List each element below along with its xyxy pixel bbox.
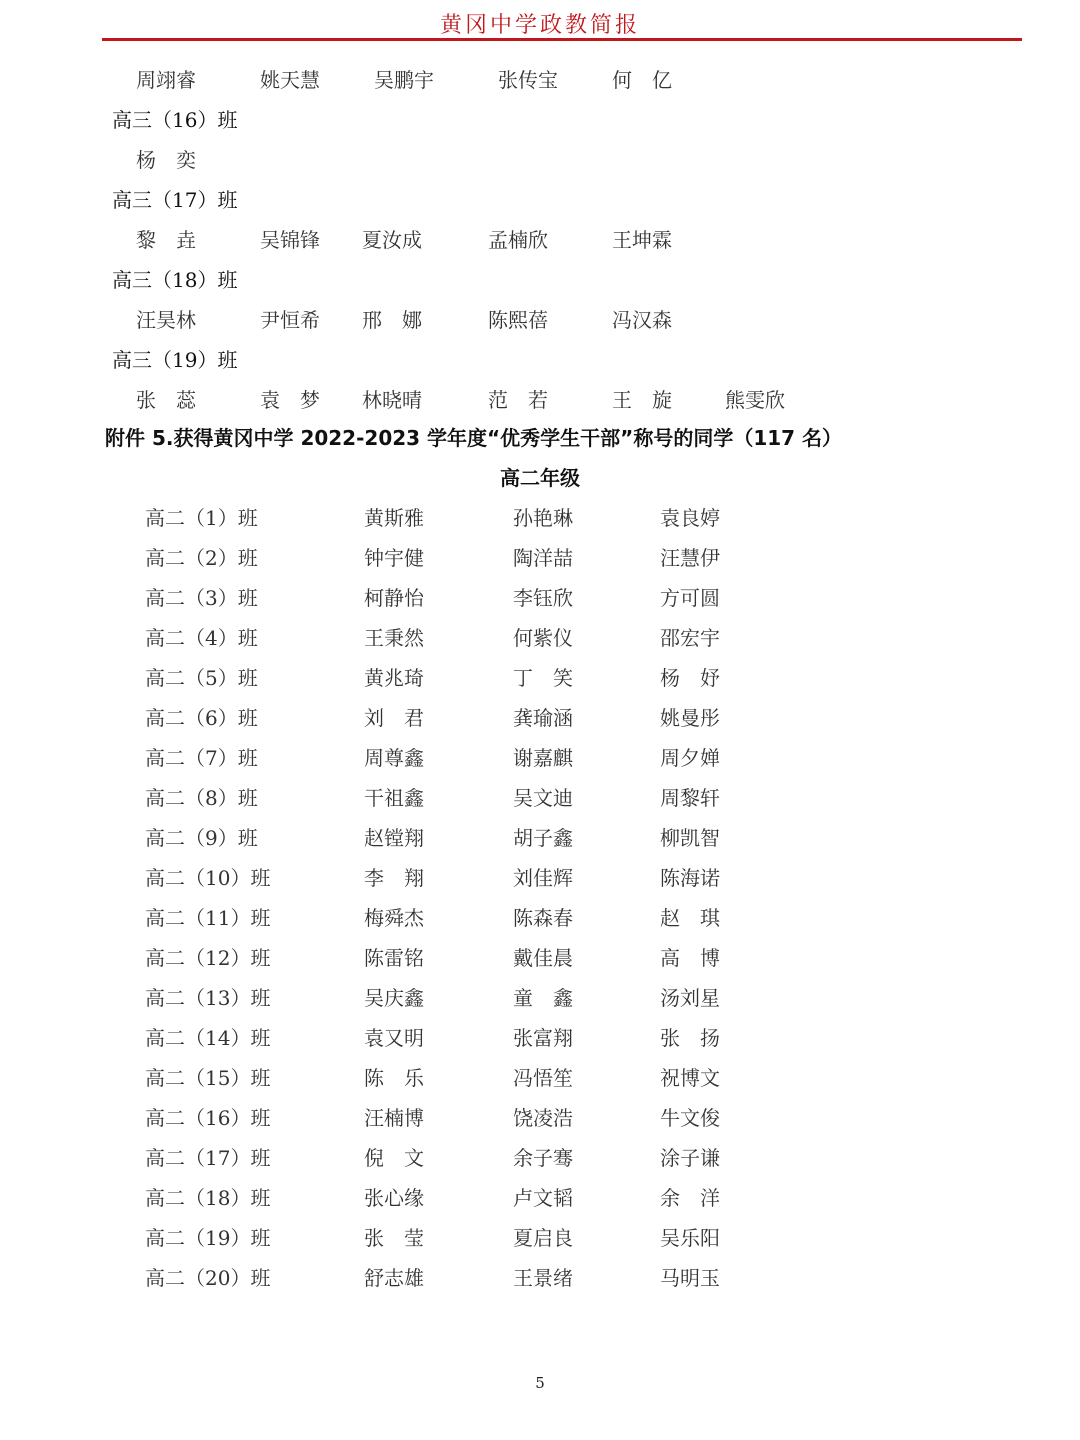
table-row (0, 1178, 1080, 1218)
student-name: 赵镗翔 (364, 826, 424, 850)
table-row (0, 938, 1080, 978)
student-name: 黄兆琦 (364, 666, 424, 690)
table-row (0, 738, 1080, 778)
class-label: 高二（10）班 (145, 866, 271, 890)
class-label: 高二（14）班 (145, 1026, 271, 1050)
student-name: 童 鑫 (513, 986, 573, 1010)
table-row (0, 898, 1080, 938)
class-label: 高二（5）班 (145, 666, 258, 690)
class-label: 高二（16）班 (145, 1106, 271, 1130)
grade-heading: 高二年级 (500, 466, 580, 490)
table-row (0, 1218, 1080, 1258)
student-name: 王 旋 (612, 388, 672, 412)
student-name: 陈海诺 (660, 866, 720, 890)
student-name: 孟楠欣 (488, 228, 548, 252)
student-name: 汤刘星 (660, 986, 720, 1010)
student-name: 高 博 (660, 946, 720, 970)
student-name: 姚天慧 (260, 68, 320, 92)
student-name: 杨 妤 (660, 666, 720, 690)
class-label: 高二（2）班 (145, 546, 258, 570)
student-name: 吴鹏宇 (374, 68, 434, 92)
student-name: 余 洋 (660, 1186, 720, 1210)
class-label: 高二（17）班 (145, 1146, 271, 1170)
student-name: 张心缘 (364, 1186, 424, 1210)
student-name: 周夕婵 (660, 746, 720, 770)
student-name: 谢嘉麒 (513, 746, 573, 770)
student-name: 李钰欣 (513, 586, 573, 610)
class-label: 高二（19）班 (145, 1226, 271, 1250)
attachment-title: 附件 5.获得黄冈中学 2022-2023 学年度“优秀学生干部”称号的同学（117 名） (105, 426, 843, 450)
continued-names-row (0, 60, 1080, 100)
student-name: 邵宏宇 (660, 626, 720, 650)
student-name: 袁 梦 (260, 388, 320, 412)
table-row (0, 698, 1080, 738)
table-row (0, 818, 1080, 858)
student-name: 吴锦锋 (260, 228, 320, 252)
student-name: 倪 文 (364, 1146, 424, 1170)
names-row (0, 140, 1080, 180)
student-name: 孙艳琳 (513, 506, 573, 530)
student-name: 柳凯智 (660, 826, 720, 850)
class-label: 高二（20）班 (145, 1266, 271, 1290)
student-name: 刘佳辉 (513, 866, 573, 890)
student-name: 卢文韬 (513, 1186, 573, 1210)
student-name: 吴文迪 (513, 786, 573, 810)
student-name: 张传宝 (498, 68, 558, 92)
student-name: 钟宇健 (364, 546, 424, 570)
student-name: 祝博文 (660, 1066, 720, 1090)
page-number: 5 (535, 1374, 545, 1392)
table-row (0, 1058, 1080, 1098)
student-name: 饶凌浩 (513, 1106, 573, 1130)
student-name: 黄斯雅 (364, 506, 424, 530)
student-name: 陈熙蓓 (488, 308, 548, 332)
student-name: 杨 奕 (136, 148, 196, 172)
student-name: 舒志雄 (364, 1266, 424, 1290)
class-label: 高二（12）班 (145, 946, 271, 970)
student-name: 周黎轩 (660, 786, 720, 810)
student-name: 干祖鑫 (364, 786, 424, 810)
table-row (0, 978, 1080, 1018)
student-name: 牛文俊 (660, 1106, 720, 1130)
table-row (0, 1258, 1080, 1298)
student-name: 陈森春 (513, 906, 573, 930)
student-name: 柯静怡 (364, 586, 424, 610)
student-name: 林晓晴 (362, 388, 422, 412)
student-name: 冯汉森 (612, 308, 672, 332)
class-heading: 高三（17）班 (112, 188, 238, 212)
student-name: 丁 笑 (513, 666, 573, 690)
student-name: 邢 娜 (362, 308, 422, 332)
student-name: 梅舜杰 (364, 906, 424, 930)
student-name: 范 若 (488, 388, 548, 412)
student-name: 龚瑜涵 (513, 706, 573, 730)
class-heading: 高三（19）班 (112, 348, 238, 372)
names-row (0, 300, 1080, 340)
class-label: 高二（4）班 (145, 626, 258, 650)
student-name: 刘 君 (364, 706, 424, 730)
student-name: 周翊睿 (136, 68, 196, 92)
class-label: 高二（7）班 (145, 746, 258, 770)
student-name: 姚曼彤 (660, 706, 720, 730)
student-name: 方可圆 (660, 586, 720, 610)
student-name: 张富翔 (513, 1026, 573, 1050)
student-name: 陶洋喆 (513, 546, 573, 570)
table-row (0, 538, 1080, 578)
student-name: 陈 乐 (364, 1066, 424, 1090)
student-name: 张 扬 (660, 1026, 720, 1050)
names-row (0, 220, 1080, 260)
student-name: 陈雷铭 (364, 946, 424, 970)
class-label: 高二（13）班 (145, 986, 271, 1010)
class-label: 高二（15）班 (145, 1066, 271, 1090)
class-label: 高二（18）班 (145, 1186, 271, 1210)
class-heading: 高三（16）班 (112, 108, 238, 132)
student-name: 袁良婷 (660, 506, 720, 530)
student-name: 王秉然 (364, 626, 424, 650)
class-label: 高二（11）班 (145, 906, 271, 930)
names-row (0, 380, 1080, 420)
student-name: 夏汝成 (362, 228, 422, 252)
student-name: 余子骞 (513, 1146, 573, 1170)
student-name: 何紫仪 (513, 626, 573, 650)
student-name: 王坤霖 (612, 228, 672, 252)
student-name: 何 亿 (612, 68, 672, 92)
student-name: 汪慧伊 (660, 546, 720, 570)
table-row (0, 578, 1080, 618)
student-name: 赵 琪 (660, 906, 720, 930)
student-name: 黎 垚 (136, 228, 196, 252)
student-name: 吴乐阳 (660, 1226, 720, 1250)
student-name: 周尊鑫 (364, 746, 424, 770)
newsletter-title: 黄冈中学政教简报 (439, 13, 640, 38)
student-name: 李 翔 (364, 866, 424, 890)
student-name: 张 蕊 (136, 388, 196, 412)
table-row (0, 1138, 1080, 1178)
class-label: 高二（6）班 (145, 706, 258, 730)
student-name: 涂子谦 (660, 1146, 720, 1170)
class-label: 高二（9）班 (145, 826, 258, 850)
table-row (0, 1018, 1080, 1058)
table-row (0, 658, 1080, 698)
class-label: 高二（3）班 (145, 586, 258, 610)
student-name: 冯悟笙 (513, 1066, 573, 1090)
table-row (0, 1098, 1080, 1138)
class-label: 高二（1）班 (145, 506, 258, 530)
student-name: 夏启良 (513, 1226, 573, 1250)
student-name: 胡子鑫 (513, 826, 573, 850)
student-name: 马明玉 (660, 1266, 720, 1290)
student-name: 袁又明 (364, 1026, 424, 1050)
class-heading: 高三（18）班 (112, 268, 238, 292)
student-name: 王景绪 (513, 1266, 573, 1290)
student-name: 尹恒希 (260, 308, 320, 332)
student-name: 汪楠博 (364, 1106, 424, 1130)
student-name: 戴佳晨 (513, 946, 573, 970)
table-row (0, 778, 1080, 818)
table-row (0, 618, 1080, 658)
student-name: 汪昊林 (136, 308, 196, 332)
class-label: 高二（8）班 (145, 786, 258, 810)
student-name: 吴庆鑫 (364, 986, 424, 1010)
table-row (0, 858, 1080, 898)
student-name: 张 莹 (364, 1226, 424, 1250)
student-name: 熊雯欣 (725, 388, 785, 412)
header-rule (102, 38, 1022, 41)
table-row (0, 498, 1080, 538)
